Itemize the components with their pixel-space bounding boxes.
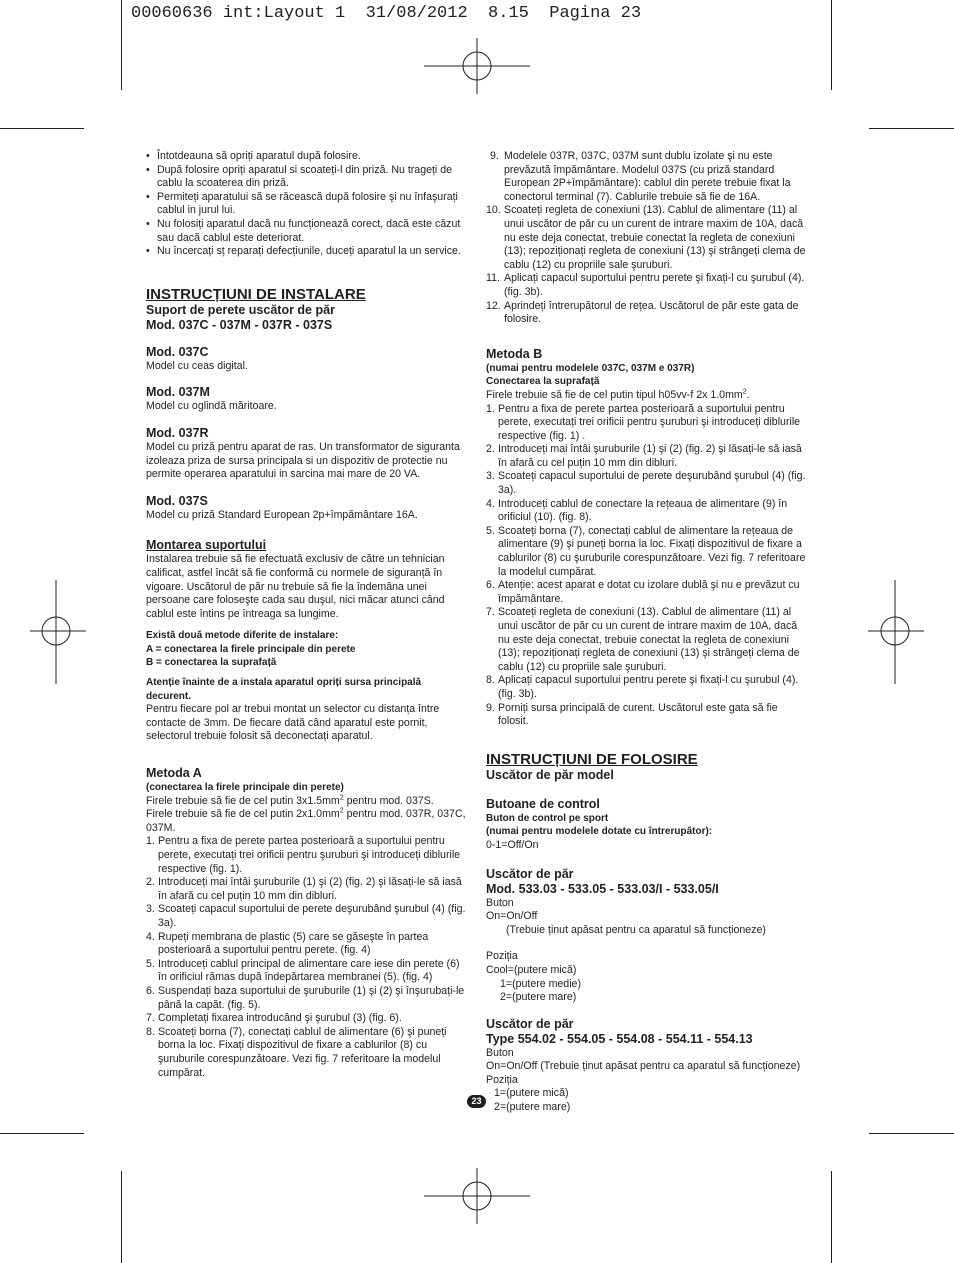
crop-mark-bottom-right-v [831, 1171, 832, 1263]
controls-button-label: Buton de control pe sport [486, 812, 609, 824]
list-item: 1. Pentru a fixa de perete partea posterioară a suportului pentru perete, executați trei orificii pentru şuruburi şi introduceți diblurile respective (fig. 1) . [486, 402, 801, 442]
list-item: 9. Modelele 037R, 037C, 037M sunt dublu izolate şi nu este prevăzută împământare. Modelul 037S (cu priză standard European 2P+împământare): cablul din perete trebuie fixat la conectorul terminal (7). Cablurile trebuie să fie de 16A. [490, 150, 791, 203]
dryer2-level-2: 2=(putere mare) [494, 1101, 571, 1114]
crop-mark-bottom-left-h [0, 1133, 84, 1134]
registration-mark-left [30, 580, 86, 684]
registration-mark-top [424, 38, 530, 94]
dryer1-models: Mod. 533.03 - 533.05 - 533.03/I - 533.05/I [486, 881, 719, 896]
method-b-subtitle: (numai pentru modelele 037C, 037M e 037R) [486, 362, 695, 374]
model-037c-text: Model cu ceas digital. [146, 359, 248, 372]
list-item: 4. Introduceți cablul de conectare la rețeaua de alimentare (9) în orificiul (10). (fig. 8). [486, 497, 788, 524]
model-037r-title: Mod. 037R [146, 425, 209, 440]
dryer1-button: Buton [486, 896, 514, 909]
model-037m-title: Mod. 037M [146, 385, 210, 400]
page-number-badge: 23 [467, 1095, 486, 1108]
registration-mark-right [868, 580, 924, 684]
list-item: 5. Introduceți cablul principal de alimentare care iese din perete (6) în orificiul rămas după îndepărtarea membranei (5). (fig. 4) [146, 957, 460, 984]
dryer2-level-1: 1=(putere mică) [494, 1087, 569, 1100]
methods-heading: Există două metode diferite de instalare: [146, 630, 339, 642]
use-section-title: INSTRUCȚIUNI DE FOLOSIRE [486, 750, 698, 768]
install-models: Mod. 037C - 037M - 037R - 037S [146, 317, 333, 332]
use-subtitle: Uscător de păr model [486, 767, 614, 782]
list-item: 7. Scoateți regleta de conexiuni (13). Cablul de alimentare (11) al unui uscător de păr cu un curent de intrare maxim de 10A, dacă nu este deja conectat, trebuie conectat la regleta de conexiuni (13); repoziționați regleta de conexiuni (13) şi strângeți clema de cablu (12) cu propriile sale şuruburi. [486, 606, 800, 673]
list-item: 3. Scoateți capacul suportului de perete deşurubând şurubul (4) (fig. 3a). [486, 470, 806, 497]
method-b-wire: Firele trebuie să fie de cel putin tipul h05vv-f 2x $1.0mm^2$. [486, 388, 750, 401]
list-item: 12. Aprindeți întrerupătorul de rețea. Uscătorul de păr este gata de folosire. [486, 299, 799, 326]
install-section-title: INSTRUCȚIUNI DE INSTALARE [146, 285, 366, 303]
dryer1-title: Uscător de păr [486, 866, 574, 881]
registration-mark-bottom [424, 1168, 530, 1224]
list-item: 2. Introduceți mai întâi şuruburile (1) şi (2) (fig. 2) şi lăsați-le să iasă în afară cu cel puțin 10 mm din dibluri. [486, 443, 802, 469]
list-item: • Nu folosiți aparatul dacă nu funcționează corect, dacă este căzut sau dacă cablul este deteriorat. [146, 218, 468, 245]
method-b-subtitle-2: Conectarea la suprafață [486, 376, 600, 388]
list-item: 4. Rupeți membrana de plastic (5) care se găseşte în partea posterioară a suportului pentru perete. (fig. 4) [146, 930, 429, 957]
dryer2-position: Poziția [486, 1073, 518, 1086]
list-item: 1. Pentru a fixa de perete partea posterioară a suportului pentru perete, executați trei orificii pentru şuruburi şi introduceți diblurile respective (fig. 1). [146, 835, 461, 875]
list-item: 7. Completați fixarea introducând şi şurubul (3) (fig. 6). [146, 1012, 402, 1025]
method-b-line: B = conectarea la suprafață [146, 657, 277, 669]
crop-mark-bottom-left-v [121, 1171, 122, 1263]
dryer1-onoff: On=On/Off [486, 910, 538, 923]
attention-body: Pentru fiecare pol ar trebui montat un selector cu distanța între contacte de 3mm. De fiecare dată când aparatul este pornit, selectorul trebuie folosit să deconectați aparatul. [146, 703, 440, 743]
crop-mark-bottom-right-h [869, 1133, 954, 1134]
model-037s-text: Model cu priză Standard European 2p+împământare 16A. [146, 508, 418, 521]
method-a-wire-037s: Firele trebuie să fie de cel putin $3x1.5mm^2$ pentru mod. 037S. [146, 794, 434, 807]
method-a-title: Metoda A [146, 766, 202, 781]
slug-line: 00060636 int:Layout 1 31/08/2012 8.15 Pagina 23 [131, 4, 642, 23]
model-037s-title: Mod. 037S [146, 493, 208, 508]
dryer1-cool: Cool=(putere mică) [486, 963, 577, 976]
right-column [486, 150, 808, 1115]
dryer2-button: Buton [486, 1046, 514, 1059]
list-item: 2. Introduceți mai întâi şuruburile (1) şi (2) (fig. 2) şi lăsați-le să iasă în afară cu cel puțin 10 mm din dibluri. [146, 876, 462, 902]
method-b-title: Metoda B [486, 346, 543, 361]
safety-bullets [146, 150, 468, 259]
method-a-line: A = conectarea la firele principale din perete [146, 643, 356, 655]
left-column [146, 150, 468, 1080]
crop-mark-top-right-h [869, 128, 954, 129]
list-item: • Permiteți aparatului să se răcească după folosire şi nu înfaşurați cablul in jurul lui. [146, 191, 468, 218]
method-a-steps [146, 835, 468, 1080]
list-item: 10. Scoateți regleta de conexiuni (13). Cablul de alimentare (11) al unui uscător de păr cu un curent de intrare maxim de 10A, dacă nu este deja conectat, trebuie conectat la regleta de conexiuni (13); repoziționați regleta de conexiuni (13) şi strângeți clema de cablu (12) cu propriile sale şuruburi. [486, 204, 806, 271]
controls-note: (numai pentru modelele dotate cu întrerupător): [486, 826, 713, 838]
dryer1-position: Poziția [486, 950, 518, 963]
attention-text: Atenție înainte de a instala aparatul opriți sursa principală decurent. [146, 677, 422, 702]
dryer2-types: Type 554.02 - 554.05 - 554.08 - 554.11 - 554.13 [486, 1031, 753, 1046]
list-item: 8. Aplicați capacul suportului pentru perete şi fixați-l cu şurubul (4). (fig. 3b). [486, 674, 799, 700]
dryer1-level-2: 2=(putere mare) [500, 991, 577, 1004]
list-item: • Nu încercați sț reparați defecțiunile, duceți aparatul la un service. [146, 245, 468, 259]
crop-mark-top-left-h [0, 128, 84, 129]
list-item: 6. Suspendați baza suportului de şuruburile (1) şi (2) şi înşurubați-le până la capăt. (fig. 5). [146, 984, 465, 1011]
model-037c-title: Mod. 037C [146, 344, 209, 359]
dryer1-level-1: 1=(putere medie) [500, 977, 581, 990]
mount-title: Montarea suportului [146, 538, 267, 553]
list-item: 11. Aplicați capacul suportului pentru perete şi fixați-l cu şurubul (4). (fig. 3b). [486, 272, 805, 298]
controls-title: Butoane de control [486, 796, 600, 811]
model-037m-text: Model cu oglindă măritoare. [146, 400, 277, 413]
dryer2-onoff: On=On/Off (Trebuie ținut apăsat pentru ca aparatul să funcționeze) [486, 1060, 801, 1073]
list-item: 5. Scoateți borna (7), conectați cablul de alimentare la rețeaua de alimentare (9) şi puneți borna la loc. Fixați dispozitivul de fixare a cablurilor (8) cu şuruburile corespunzătoare. Vezi fig. 7 referitoare la modelul cumpărat. [486, 524, 806, 578]
list-item: 6. Atenție: acest aparat e dotat cu izolare dublă şi nu e prevăzut cu împământare. [486, 579, 800, 605]
list-item: 3. Scoateți capacul suportului de perete deşurubând şurubul (4) (fig. 3a). [146, 903, 466, 929]
list-item: 8. Scoateți borna (7), conectați cablul de alimentare (6) şi puneți borna la loc. Fixați dispozitivul de fixare a cablurilor (8) cu şuruburile corespunzătoare. Vezi fig. 7 referitoare la modelul cumpărat. [146, 1025, 447, 1079]
model-037r-text: Model cu priză pentru aparat de ras. Un transformator de siguranta izoleaza priza de sursa principala si un dispozitiv de protectie nu permite operarea aparatului in sarcina mai mare de 20 VA. [146, 440, 460, 481]
dryer1-note: (Trebuie ținut apăsat pentru ca aparatul să funcționeze) [506, 923, 766, 936]
controls-value: 0-1=Off/On [486, 838, 539, 851]
mount-text: Instalarea trebuie să fie efectuată exclusiv de către un tehnician calificat, astfel încât să fie conformă cu normele de siguranță în vigoare. Uscătorul de păr nu trebuie să fie la îndemâna unei persoane care foloseşte cada sau duşul, nici măcar atunci când cablul este întins pe întreaga sa lungime. [146, 553, 445, 620]
method-a-wire-037r: Firele trebuie să fie de cel putin $2x1.0mm^2$ pentru mod. 037R, 037C, 037M. [146, 807, 466, 834]
install-subtitle: Suport de perete uscător de păr [146, 302, 335, 317]
method-b-steps [486, 403, 808, 729]
list-item: • Întotdeauna să opriți aparatul după folosire. [146, 150, 468, 164]
list-item: 9. Porniți sursa principală de curent. Uscătorul este gata să fie folosit. [486, 701, 778, 728]
crop-mark-top-right-v [831, 0, 832, 90]
method-a-subtitle: (conectarea la firele principale din perete) [146, 782, 344, 794]
crop-mark-top-left-v [121, 0, 122, 90]
method-a-steps-continued [486, 150, 808, 327]
list-item: • După folosire opriți aparatul si scoateți-l din priză. Nu trageți de cablu la scoaterea din priză. [146, 164, 468, 191]
dryer2-title: Uscător de păr [486, 1016, 574, 1031]
